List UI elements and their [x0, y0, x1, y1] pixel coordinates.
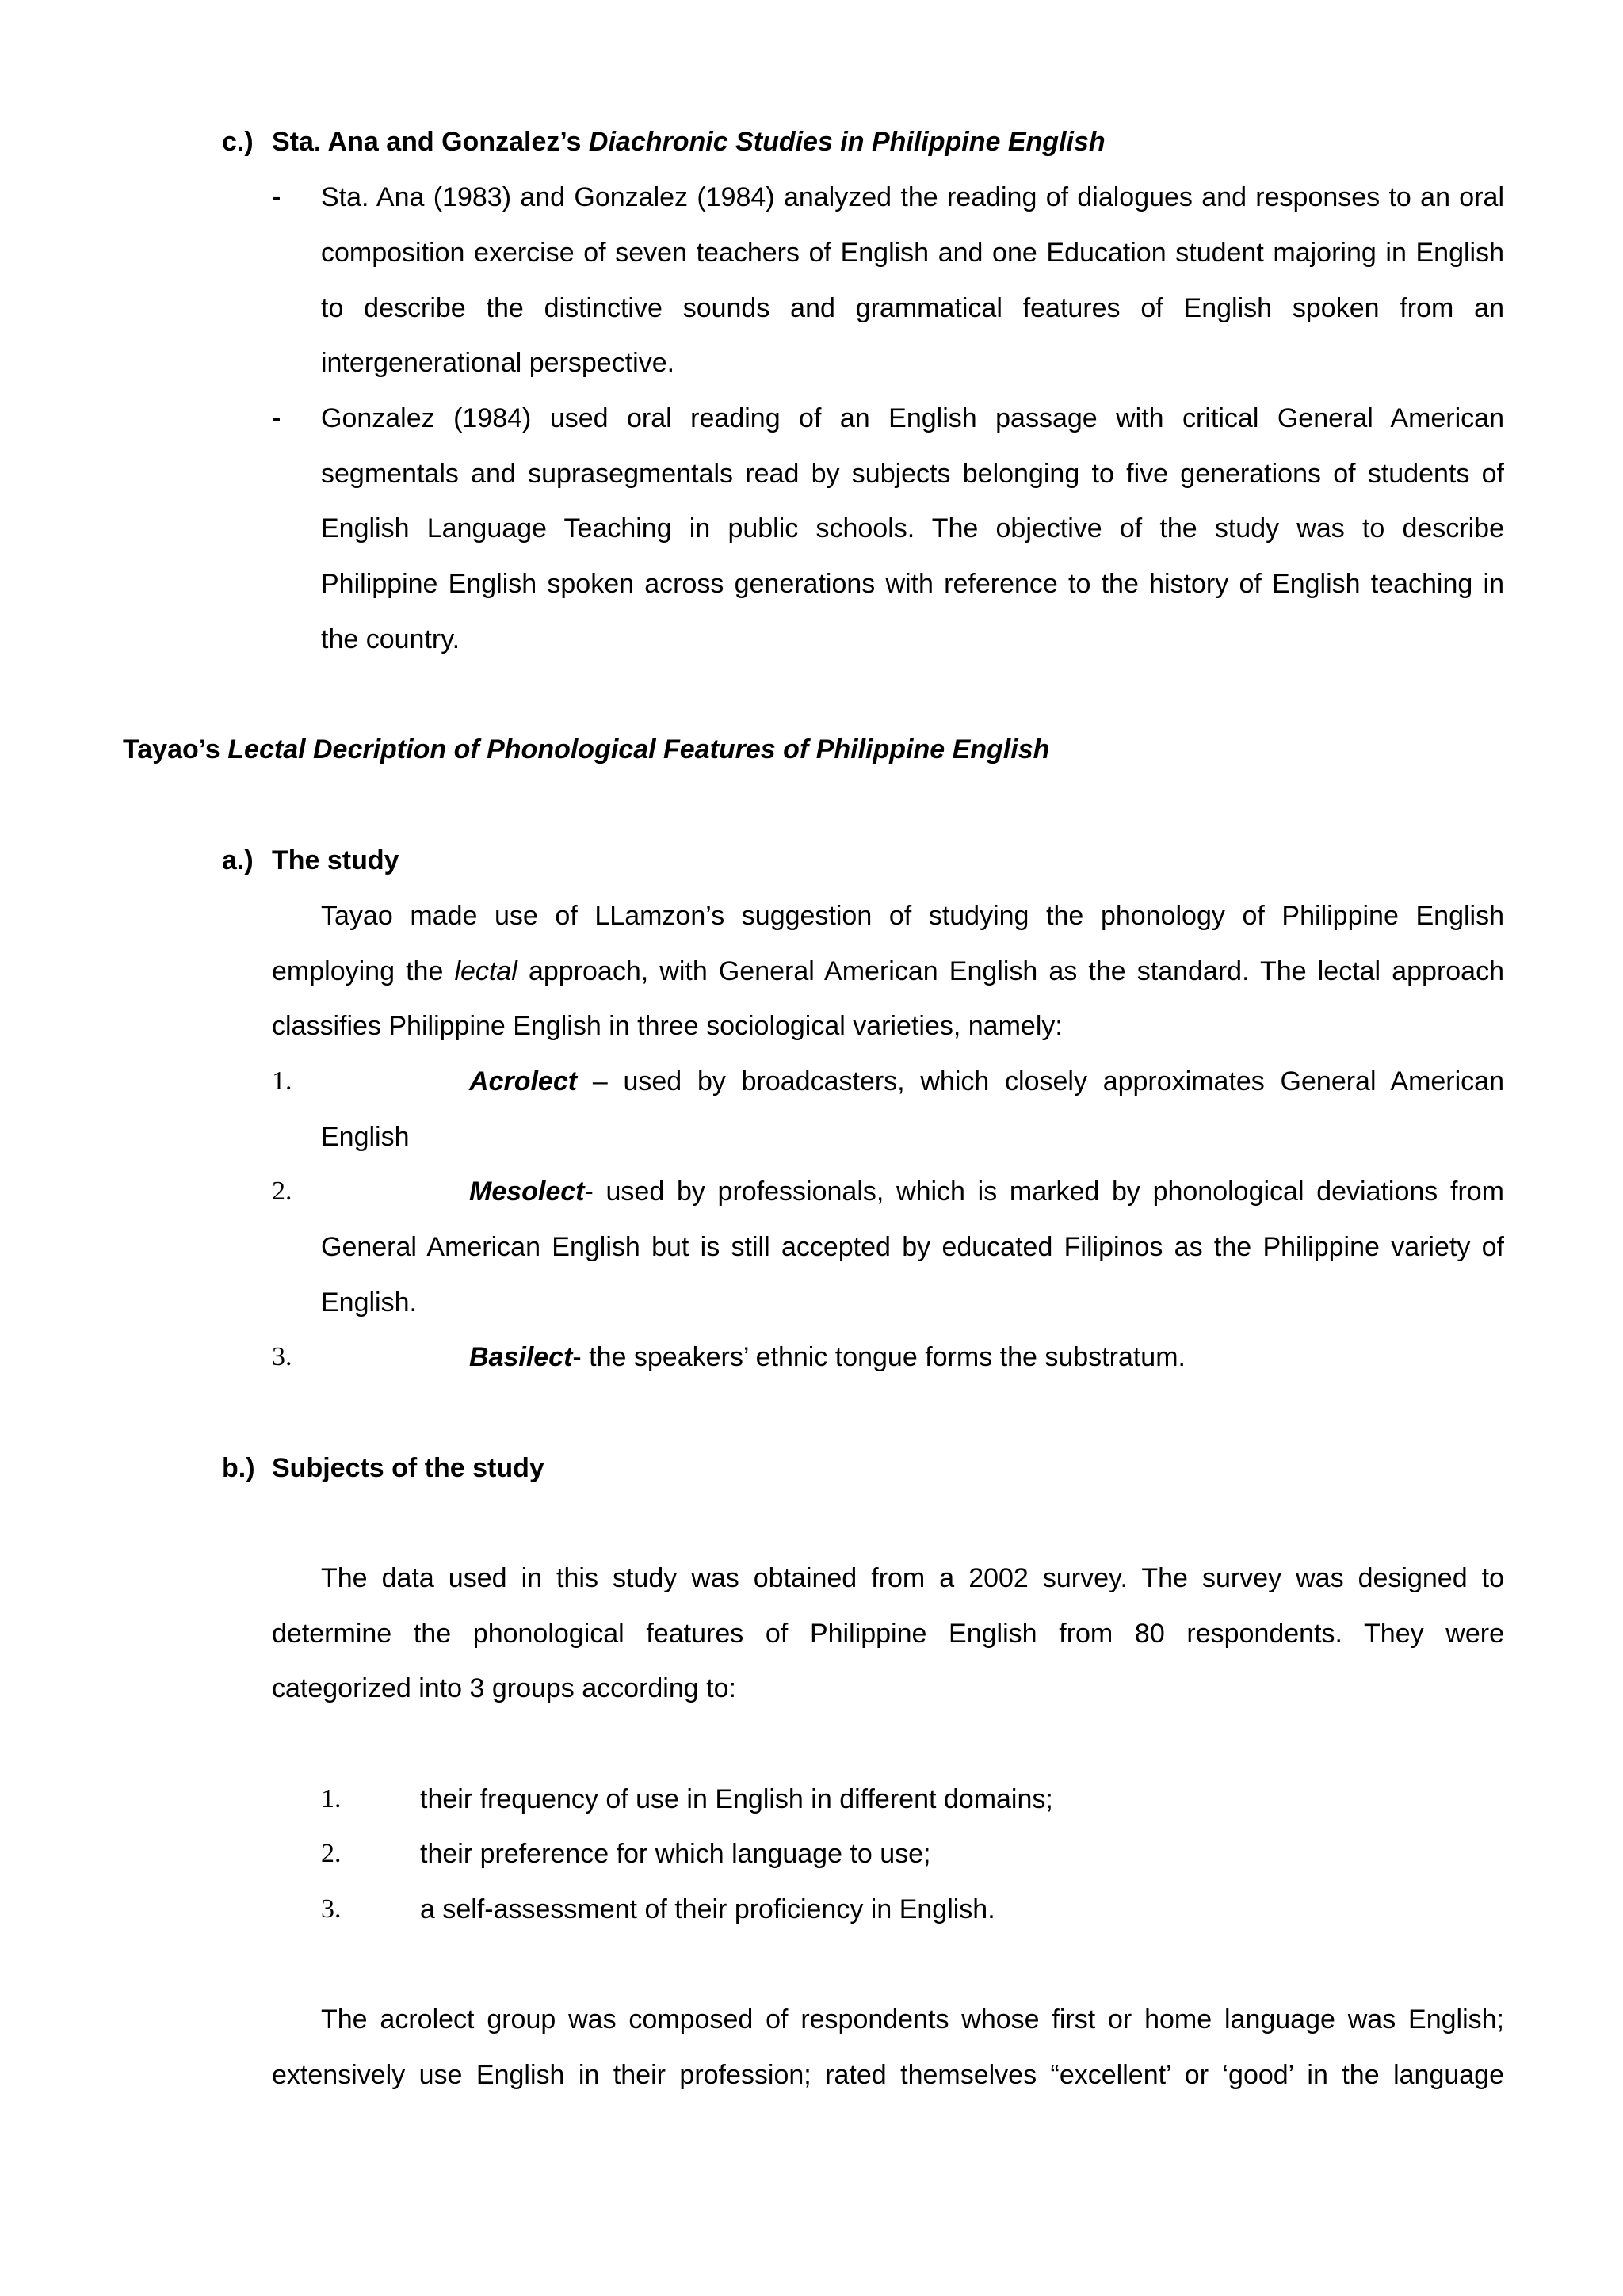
- lect-number: 1.: [272, 1066, 292, 1096]
- bullet-dash: -: [272, 403, 281, 433]
- subjects-paragraph-line-1: The data used in this study was obtained from a 2002 survey. The survey was designed to: [321, 1563, 1504, 1593]
- lect-basilect-line-1: [469, 1342, 1186, 1373]
- criteria-item: their frequency of use in English in different domains;: [420, 1784, 1053, 1814]
- lect-acrolect-line-2: English: [321, 1122, 410, 1152]
- study-paragraph-text: employing the: [272, 956, 455, 986]
- criteria-item: their preference for which language to use;: [420, 1839, 931, 1869]
- lect-number: 2.: [272, 1177, 292, 1206]
- subjects-paragraph-line-3: categorized into 3 groups according to:: [272, 1673, 736, 1703]
- acrolect-paragraph-line-2: extensively use English in their profession; rated themselves “excellent’ or ‘good’ in the language: [272, 2060, 1504, 2090]
- bullet-2-line-2: segmentals and suprasegmentals read by subjects belonging to five generations of students of: [321, 459, 1504, 489]
- lect-number: 3.: [272, 1342, 292, 1371]
- section-c-title-prefix: Sta. Ana and Gonzalez’s: [272, 127, 589, 157]
- criteria-item: a self-assessment of their proficiency in English.: [420, 1894, 995, 1924]
- lect-acrolect-line-1: [469, 1066, 1504, 1097]
- tayao-heading-italic: Lectal Decription of Phonological Features of Philippine English: [227, 734, 1050, 765]
- bullet-1-line-2: composition exercise of seven teachers of English and one Education student majoring in English: [321, 238, 1504, 268]
- section-a-marker: a.): [222, 845, 254, 875]
- tayao-heading: [123, 734, 1049, 765]
- lect-description: - the speakers’ ethnic tongue forms the substratum.: [572, 1342, 1186, 1372]
- study-paragraph-text: approach, with General American English as the standard. The lectal approach: [517, 956, 1504, 986]
- bullet-1-line-3: to describe the distinctive sounds and grammatical features of English spoken from an: [321, 293, 1504, 323]
- study-paragraph-line-3: classifies Philippine English in three sociological varieties, namely:: [272, 1011, 1063, 1041]
- section-b-marker: b.): [222, 1453, 255, 1483]
- lect-mesolect-line-2: General American English but is still accepted by educated Filipinos as the Philippine variety of: [321, 1232, 1504, 1262]
- criteria-number: 1.: [321, 1784, 342, 1814]
- section-c-marker: c.): [222, 127, 254, 157]
- study-paragraph-italic: lectal: [454, 956, 517, 986]
- lect-mesolect-line-3: English.: [321, 1287, 417, 1318]
- acrolect-paragraph-line-1: The acrolect group was composed of respondents whose first or home language was English;: [321, 2004, 1504, 2035]
- lect-mesolect-line-1: [469, 1177, 1504, 1207]
- bullet-1-line-1: Sta. Ana (1983) and Gonzalez (1984) analyzed the reading of dialogues and responses to an oral: [321, 182, 1504, 212]
- lect-term: Acrolect: [469, 1066, 578, 1097]
- section-a-title: The study: [272, 845, 399, 875]
- lect-term: Mesolect: [469, 1177, 585, 1207]
- section-c-title: [272, 127, 1106, 158]
- bullet-dash: -: [272, 182, 281, 212]
- bullet-2-line-1: Gonzalez (1984) used oral reading of an English passage with critical General American: [321, 403, 1504, 433]
- criteria-number: 3.: [321, 1894, 342, 1924]
- tayao-heading-prefix: Tayao’s: [123, 734, 228, 765]
- study-paragraph-line-2: [272, 956, 1504, 987]
- subjects-paragraph-line-2: determine the phonological features of Philippine English from 80 respondents. They were: [272, 1619, 1504, 1649]
- lect-description: - used by professionals, which is marked by phonological deviations from: [584, 1177, 1504, 1207]
- section-c-title-italic: Diachronic Studies in Philippine English: [588, 127, 1106, 157]
- section-b-title: Subjects of the study: [272, 1453, 544, 1483]
- bullet-2-line-3: English Language Teaching in public schools. The objective of the study was to describe: [321, 513, 1504, 543]
- lect-description: – used by broadcasters, which closely approximates General American: [577, 1066, 1504, 1097]
- bullet-1-line-4: intergenerational perspective.: [321, 348, 675, 378]
- criteria-number: 2.: [321, 1839, 342, 1868]
- bullet-2-line-5: the country.: [321, 624, 460, 654]
- study-paragraph-line-1: Tayao made use of LLamzon’s suggestion of studying the phonology of Philippine English: [321, 901, 1504, 931]
- lect-term: Basilect: [469, 1342, 573, 1372]
- bullet-2-line-4: Philippine English spoken across generations with reference to the history of English teaching in: [321, 569, 1504, 599]
